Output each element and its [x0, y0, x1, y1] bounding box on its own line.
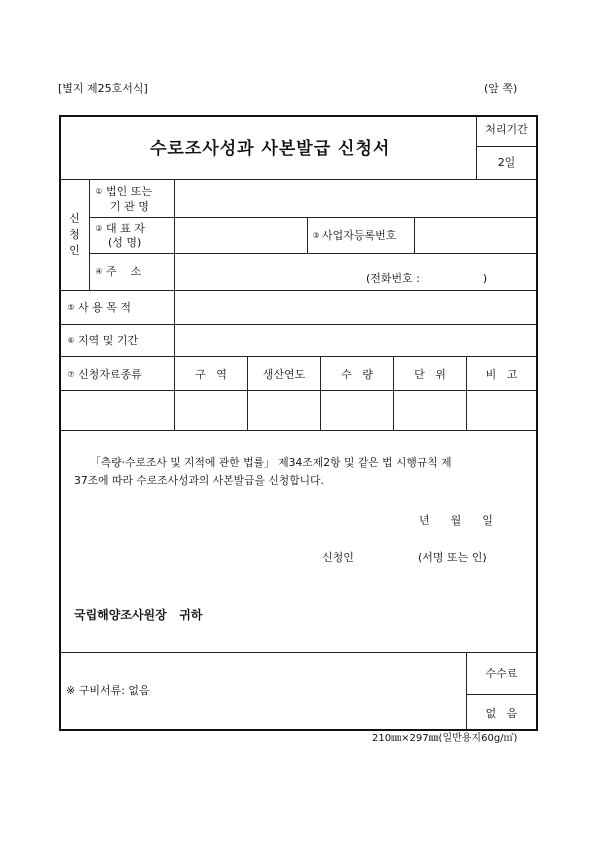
date-line: 년 월 일	[419, 514, 493, 527]
number-5-icon: ⑤	[67, 303, 75, 312]
statement-line-1: 「측량·수로조사 및 지적에 관한 법률」 제34조제2항 및 같은 법 시행규칙 제	[90, 456, 452, 469]
number-2-icon: ②	[95, 224, 103, 233]
col-header-year: 생산연도	[262, 368, 306, 381]
number-4-icon: ④	[95, 267, 103, 276]
data-type-input[interactable]	[62, 392, 173, 428]
signature-field[interactable]: (서명 또는 인)	[418, 551, 487, 564]
fee-value: 없 음	[485, 707, 518, 720]
applicant-sign-label: 신청인	[322, 551, 354, 564]
required-documents: ※ 구비서류: 없음	[66, 684, 150, 697]
col-header-unit: 단 위	[414, 368, 446, 381]
processing-period-label: 처리기간	[485, 123, 528, 136]
area-input[interactable]	[176, 392, 246, 428]
statement-line-2: 37조에 따라 수로조사성과의 사본발급을 신청합니다.	[74, 474, 324, 487]
page-side-label: (앞 쪽)	[484, 82, 518, 95]
purpose-input[interactable]	[176, 292, 534, 322]
field-data-type-label: ⑦ 신청자료종류	[67, 368, 142, 381]
field-address-label: ④ 주 소	[95, 265, 142, 278]
field-org-name-label: ① 법인 또는	[95, 185, 153, 198]
col-header-remarks: 비 고	[485, 368, 518, 381]
addressee: 국립해양조사원장 귀하	[74, 608, 203, 622]
form-number: [별지 제25호서식]	[58, 82, 148, 95]
field-org-name-label-2: 기 관 명	[110, 200, 149, 213]
org-name-input[interactable]	[176, 182, 534, 214]
paper-spec: 210㎜×297㎜(일반용지60g/㎡)	[372, 733, 518, 744]
col-header-area: 구 역	[195, 368, 227, 381]
field-representative-label-2: (성 명)	[108, 236, 142, 249]
number-1-icon: ①	[95, 187, 103, 196]
unit-input[interactable]	[395, 392, 465, 428]
number-7-icon: ⑦	[67, 370, 75, 379]
representative-input[interactable]	[176, 219, 305, 251]
year-input[interactable]	[249, 392, 319, 428]
number-3-icon: ③	[312, 231, 320, 240]
region-period-input[interactable]	[176, 326, 534, 354]
field-representative-label: ② 대 표 자	[95, 222, 145, 235]
field-region-period-label: ⑥ 지역 및 기간	[67, 334, 139, 347]
field-business-reg-label: ③ 사업자등록번호	[312, 229, 397, 242]
quantity-input[interactable]	[322, 392, 392, 428]
processing-period-value: 2일	[497, 156, 516, 169]
remarks-input[interactable]	[468, 392, 535, 428]
business-reg-input[interactable]	[416, 219, 534, 251]
form-title: 수로조사성과 사본발급 신청서	[150, 139, 391, 159]
number-6-icon: ⑥	[67, 336, 75, 345]
address-input[interactable]	[176, 256, 534, 270]
phone-number-label: (전화번호 : )	[366, 272, 488, 285]
fee-label: 수수료	[485, 667, 518, 680]
col-header-quantity: 수 량	[341, 368, 373, 381]
field-purpose-label: ⑤ 사 용 목 적	[67, 301, 131, 314]
